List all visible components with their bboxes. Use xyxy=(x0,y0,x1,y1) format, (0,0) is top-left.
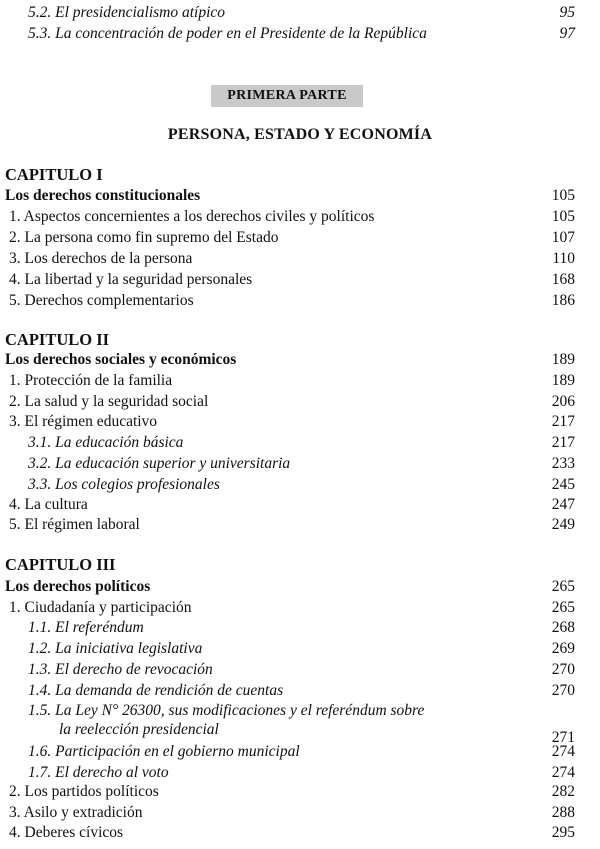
toc-entry-page: 288 xyxy=(551,804,575,821)
toc-entry xyxy=(0,681,600,701)
toc-entry-page: 110 xyxy=(552,250,575,267)
chapter-heading: CAPITULO II xyxy=(5,330,110,349)
chapter-title: Los derechos constitucionales xyxy=(5,187,201,204)
toc-entry xyxy=(0,823,600,843)
toc-entry xyxy=(0,207,600,227)
toc-entry-label: 1.5. La Ley N° 26300, sus modificaciones y el referéndum sobre xyxy=(28,702,425,719)
chapter-title: Los derechos políticos xyxy=(5,578,151,595)
toc-entry-label: 1.3. El derecho de revocación xyxy=(28,661,213,678)
toc-entry-label: 3.2. La educación superior y universitaria xyxy=(28,455,291,472)
toc-entry xyxy=(0,433,600,453)
toc-entry-page: 97 xyxy=(559,25,575,42)
toc-entry xyxy=(0,782,600,802)
toc-entry-page: 274 xyxy=(551,743,575,760)
toc-entry-page: 95 xyxy=(559,4,575,21)
toc-entry-label: 3. El régimen educativo xyxy=(9,413,158,430)
toc-entry xyxy=(0,720,600,746)
toc-entry-label: 4. La cultura xyxy=(9,496,88,513)
toc-entry-page: 105 xyxy=(551,187,575,204)
toc-entry-label-cont: la reelección presidencial xyxy=(59,721,219,738)
part-title: PERSONA, ESTADO Y ECONOMÍA xyxy=(167,126,433,143)
toc-entry-label: 3. Asilo y extradición xyxy=(9,804,143,821)
toc-entry-page: 206 xyxy=(551,393,575,410)
toc-entry xyxy=(0,228,600,248)
toc-entry-label: 1. Ciudadanía y participación xyxy=(9,599,192,616)
toc-entry-label: 1.1. El referéndum xyxy=(28,619,144,636)
toc-entry-label: 1.4. La demanda de rendición de cuentas xyxy=(28,682,284,699)
toc-entry xyxy=(0,412,600,432)
toc-entry-label: 2. Los partidos políticos xyxy=(9,783,159,800)
toc-entry-page: 265 xyxy=(551,599,575,616)
toc-entry-label: 5. Derechos complementarios xyxy=(9,292,194,309)
toc-entry-page: 271 xyxy=(551,729,575,746)
toc-entry xyxy=(0,639,600,659)
toc-entry-page: 245 xyxy=(551,476,575,493)
toc-entry xyxy=(0,392,600,412)
chapter-title-row xyxy=(0,577,600,597)
part-label: PRIMERA PARTE xyxy=(211,85,363,107)
toc-entry-page: 186 xyxy=(551,292,575,309)
toc-entry xyxy=(0,270,600,290)
toc-entry xyxy=(0,249,600,269)
toc-entry-label: 1. Protección de la familia xyxy=(9,372,173,389)
toc-entry-label: 4. La libertad y la seguridad personales xyxy=(9,271,253,288)
toc-entry-label: 3.1. La educación básica xyxy=(28,434,184,451)
toc-entry-page: 274 xyxy=(551,764,575,781)
toc-entry-label: 5.3. La concentración de poder en el Presidente de la República xyxy=(28,25,427,42)
toc-entry xyxy=(0,803,600,823)
toc-entry-page: 270 xyxy=(551,661,575,678)
toc-entry xyxy=(0,371,600,391)
toc-entry-page: 270 xyxy=(551,682,575,699)
chapter-heading: CAPITULO III xyxy=(5,555,116,574)
toc-entry-page: 233 xyxy=(551,455,575,472)
toc-entry xyxy=(0,598,600,618)
toc-entry xyxy=(0,515,600,535)
toc-entry-page: 189 xyxy=(551,372,575,389)
toc-entry-page: 265 xyxy=(551,578,575,595)
toc-entry-label: 5. El régimen laboral xyxy=(9,516,140,533)
toc-entry xyxy=(0,660,600,680)
toc-entry xyxy=(0,24,600,44)
toc-entry xyxy=(0,454,600,474)
toc-entry-label: 2. La persona como fin supremo del Estado xyxy=(9,229,279,246)
toc-entry xyxy=(0,618,600,638)
toc-entry-page: 249 xyxy=(551,516,575,533)
toc-entry-page: 295 xyxy=(551,824,575,841)
toc-entry-label: 1.2. La iniciativa legislativa xyxy=(28,640,203,657)
toc-entry xyxy=(0,495,600,515)
toc-entry-page: 105 xyxy=(551,208,575,225)
chapter-title-row xyxy=(0,350,600,370)
toc-entry-page: 168 xyxy=(551,271,575,288)
chapter-heading: CAPITULO I xyxy=(5,165,103,184)
toc-entry xyxy=(0,3,600,23)
toc-entry-label: 1. Aspectos concernientes a los derechos civiles y políticos xyxy=(9,208,375,225)
toc-entry-label: 3. Los derechos de la persona xyxy=(9,250,193,267)
toc-entry-page: 189 xyxy=(551,351,575,368)
toc-entry-label: 5.2. El presidencialismo atípico xyxy=(28,4,226,21)
toc-entry-label: 1.6. Participación en el gobierno municipal xyxy=(28,743,300,760)
toc-entry xyxy=(0,291,600,311)
toc-entry-page: 217 xyxy=(551,434,575,451)
toc-entry-page: 269 xyxy=(551,640,575,657)
toc-entry xyxy=(0,763,600,783)
chapter-title: Los derechos sociales y económicos xyxy=(5,351,237,368)
chapter-title-row xyxy=(0,186,600,206)
toc-entry-line1 xyxy=(0,701,600,721)
toc-entry-label: 3.3. Los colegios profesionales xyxy=(28,476,220,493)
toc-entry-page: 107 xyxy=(551,229,575,246)
toc-entry xyxy=(0,742,600,762)
toc-entry xyxy=(0,475,600,495)
toc-entry-page: 282 xyxy=(551,783,575,800)
toc-entry-label: 4. Deberes cívicos xyxy=(9,824,124,841)
toc-entry-page: 247 xyxy=(551,496,575,513)
toc-entry-page: 217 xyxy=(551,413,575,430)
toc-entry-page: 268 xyxy=(551,619,575,636)
toc-entry-label: 1.7. El derecho al voto xyxy=(28,764,169,781)
toc-entry-label: 2. La salud y la seguridad social xyxy=(9,393,209,410)
